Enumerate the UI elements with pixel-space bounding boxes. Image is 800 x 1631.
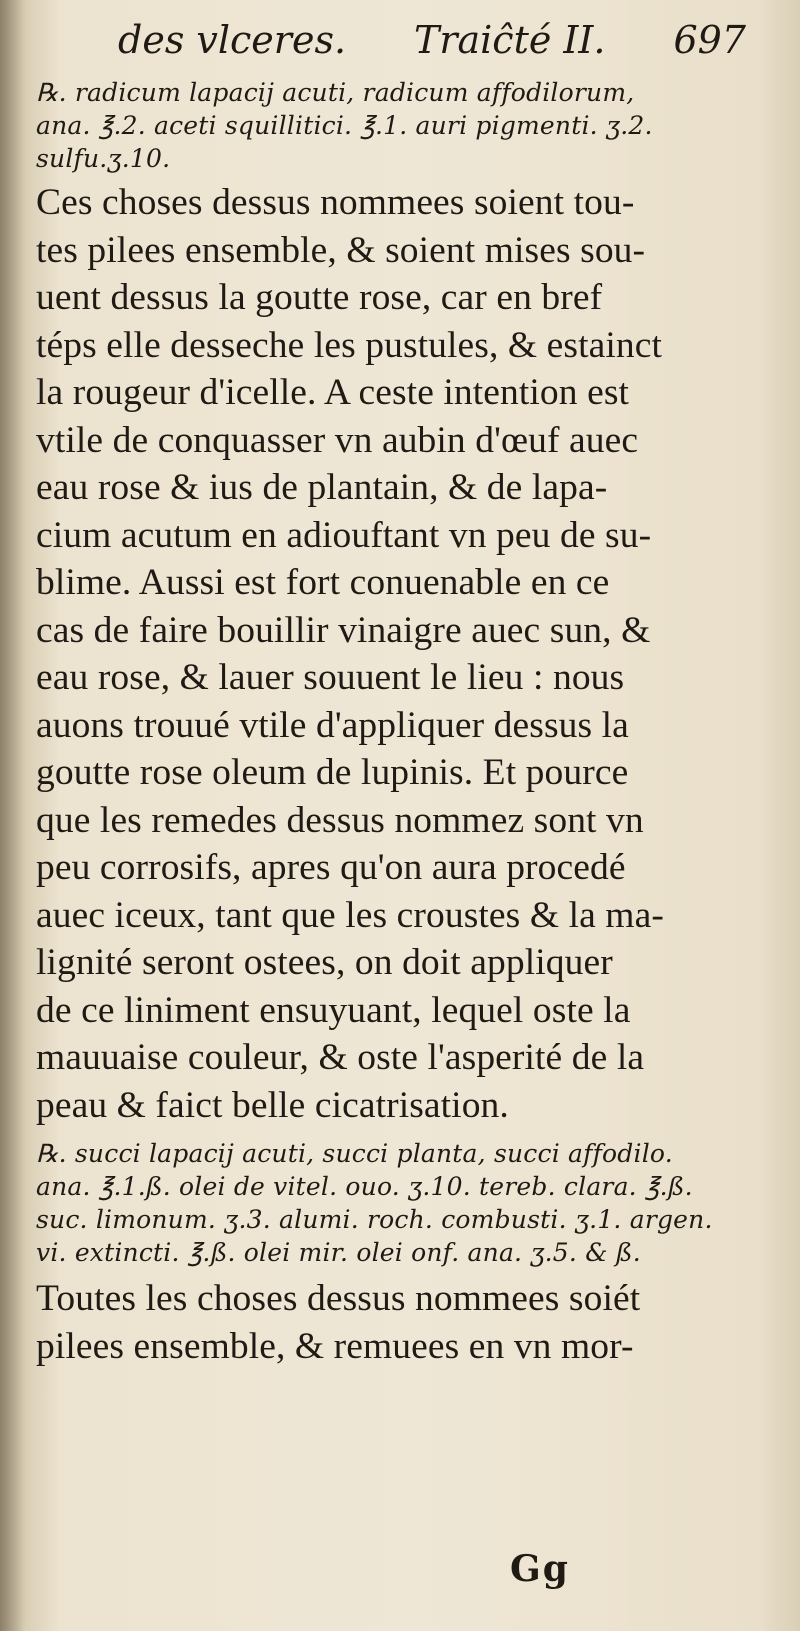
recipe-line: ℞. succi lapacij acuti, succi planta, succi affodilo. <box>36 1139 673 1168</box>
paragraph-1 <box>36 179 760 1129</box>
text-line: cas de faire bouillir vinaigre auec sun, & <box>36 609 651 651</box>
text-line: lignité seront ostees, on doit appliquer <box>36 942 613 983</box>
recipe-line: ℞. radicum lapacij acuti, radicum affodilorum, <box>36 78 635 107</box>
running-header <box>36 18 760 76</box>
recipe-line: suc. limonum. ʒ.3. alumi. roch. combusti. ʒ.1. argen. <box>36 1205 713 1234</box>
text-line: vtile de conquasser vn aubin d'œuf auec <box>36 419 639 461</box>
text-line: goutte rose oleum de lupinis. Et pource <box>36 752 629 793</box>
text-line: la rougeur d'icelle. A ceste intention est <box>36 372 630 413</box>
text-line: téps elle desseche les pustules, & estainct <box>36 324 662 366</box>
paragraph-2 <box>36 1275 760 1370</box>
text-line: Ces choses dessus nommees soient tou- <box>36 182 635 223</box>
text-line: auec iceux, tant que les croustes & la ma- <box>36 894 664 936</box>
gutter-shadow <box>0 0 26 1631</box>
text-line: mauuaise couleur, & oste l'asperité de la <box>36 1037 645 1078</box>
page-number: 697 <box>673 18 746 62</box>
text-line: peau & faict belle cicatrisation. <box>36 1084 509 1126</box>
recipe-line: vi. extincti. ℥.ß. olei mir. olei onf. ana. ʒ.5. & ß. <box>36 1238 641 1267</box>
text-line: Toutes les choses dessus nommees soiét <box>36 1278 641 1319</box>
recipe-line: sulfu.ʒ.10. <box>36 144 171 173</box>
text-line: blime. Aussi est fort conuenable en ce <box>36 562 610 603</box>
text-line: eau rose, & lauer souuent le lieu : nous <box>36 657 625 698</box>
recipe-1 <box>36 76 760 175</box>
text-line: auons trouué vtile d'appliquer dessus la <box>36 704 629 746</box>
text-line: peu corrosifs, apres qu'on aura procedé <box>36 847 626 888</box>
treatise-label: Traiĉté II. <box>413 18 606 62</box>
running-title: des vlceres. <box>118 18 347 62</box>
recipe-2 <box>36 1137 760 1269</box>
text-line: uent dessus la goutte rose, car en bref <box>36 277 603 318</box>
text-line: tes pilees ensemble, & soient mises sou- <box>36 229 646 271</box>
recipe-line: ana. ℥.2. aceti squillitici. ℥.1. auri pigmenti. ʒ.2. <box>36 111 653 140</box>
text-line: cium acutum en adiouftant vn peu de su- <box>36 514 652 556</box>
recipe-line: ana. ℥.1.ß. olei de vitel. ouo. ʒ.10. tereb. clara. ℥.ß. <box>36 1172 693 1201</box>
text-line: eau rose & ius de plantain, & de lapa- <box>36 467 608 508</box>
signature-mark: Gg <box>510 1548 570 1590</box>
text-line: que les remedes dessus nommez sont vn <box>36 799 644 841</box>
text-line: pilees ensemble, & remuees en vn mor- <box>36 1325 634 1367</box>
text-line: de ce liniment ensuyuant, lequel oste la <box>36 989 631 1031</box>
